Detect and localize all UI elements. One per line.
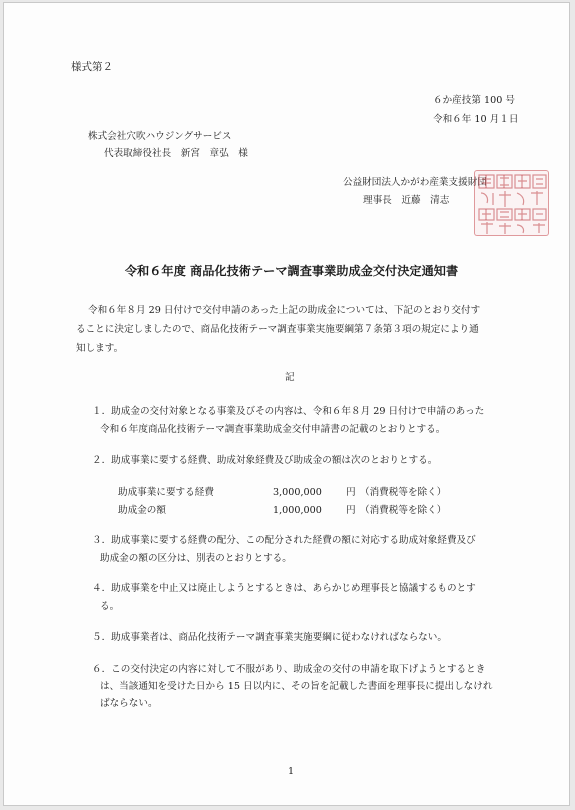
ki-heading: 記 <box>285 372 295 383</box>
item-6-line-2: は、当該通知を受けた日から 15 日以内に、その旨を記載した書面を理事長に提出しなけれ <box>100 681 493 692</box>
cost-amount-2: 1,000,000 <box>273 505 322 516</box>
official-seal-stamp <box>474 170 549 236</box>
intro-line-2: ることに決定しましたので、商品化技術テーマ調査事業実施要綱第７条第３項の規定により通 <box>76 324 479 335</box>
cost-label-2: 助成金の額 <box>118 505 166 516</box>
cost-unit-1: 円 <box>346 487 356 498</box>
page-number: 1 <box>288 766 295 777</box>
item-4-line-2: る。 <box>100 601 120 612</box>
intro-line-3: 知します。 <box>76 343 124 354</box>
cost-label-1: 助成事業に要する経費 <box>118 487 214 498</box>
document-number: ６か産技第 100 号 <box>433 95 515 106</box>
item-3-line-1: ３．助成事業に要する経費の配分、この配分された経費の額に対応する助成対象経費及び <box>92 535 476 546</box>
document-page <box>3 2 570 806</box>
issue-date: 令和６年 10 月１日 <box>433 114 519 125</box>
cost-unit-2: 円 <box>346 505 356 516</box>
item-6-line-3: ばならない。 <box>100 698 158 709</box>
item-3-line-2: 助成金の額の区分は、別表のとおりとする。 <box>100 553 292 564</box>
item-4-line-1: ４．助成事業を中止又は廃止しようとするときは、あらかじめ理事長と協議するものとす <box>92 583 476 594</box>
addressee-company: 株式会社穴吹ハウジングサービス <box>88 131 232 142</box>
item-6-line-1: ６．この交付決定の内容に対して不服があり、助成金の交付の申請を取下げようとするとき <box>92 664 486 675</box>
addressee-representative: 代表取締役社長 新宮 章弘 様 <box>104 148 248 159</box>
document-title: 令和６年度 商品化技術テーマ調査事業助成金交付決定通知書 <box>124 264 459 278</box>
form-number: 様式第２ <box>71 61 113 73</box>
cost-amount-1: 3,000,000 <box>273 487 322 498</box>
item-5-line-1: ５．助成事業者は、商品化技術テーマ調査事業実施要綱に従わなければならない。 <box>92 632 447 643</box>
cost-note-1: （消費税等を除く） <box>360 487 447 498</box>
item-1-line-2: 令和６年度商品化技術テーマ調査事業助成金交付申請書の記載のとおりとする。 <box>100 424 446 435</box>
item-2-line-1: ２．助成事業に要する経費、助成対象経費及び助成金の額は次のとおりとする。 <box>92 455 438 466</box>
cost-note-2: （消費税等を除く） <box>360 505 447 516</box>
sender-organization: 公益財団法人かがわ産業支援財団 <box>343 177 487 188</box>
intro-line-1: 令和６年８月 29 日付けで交付申請のあった上記の助成金については、下記のとおり交付す <box>88 305 481 316</box>
sender-representative: 理事長 近藤 清志 <box>363 195 450 206</box>
item-1-line-1: １．助成金の交付対象となる事業及びその内容は、令和６年８月 29 日付けで申請のあった <box>92 406 485 417</box>
